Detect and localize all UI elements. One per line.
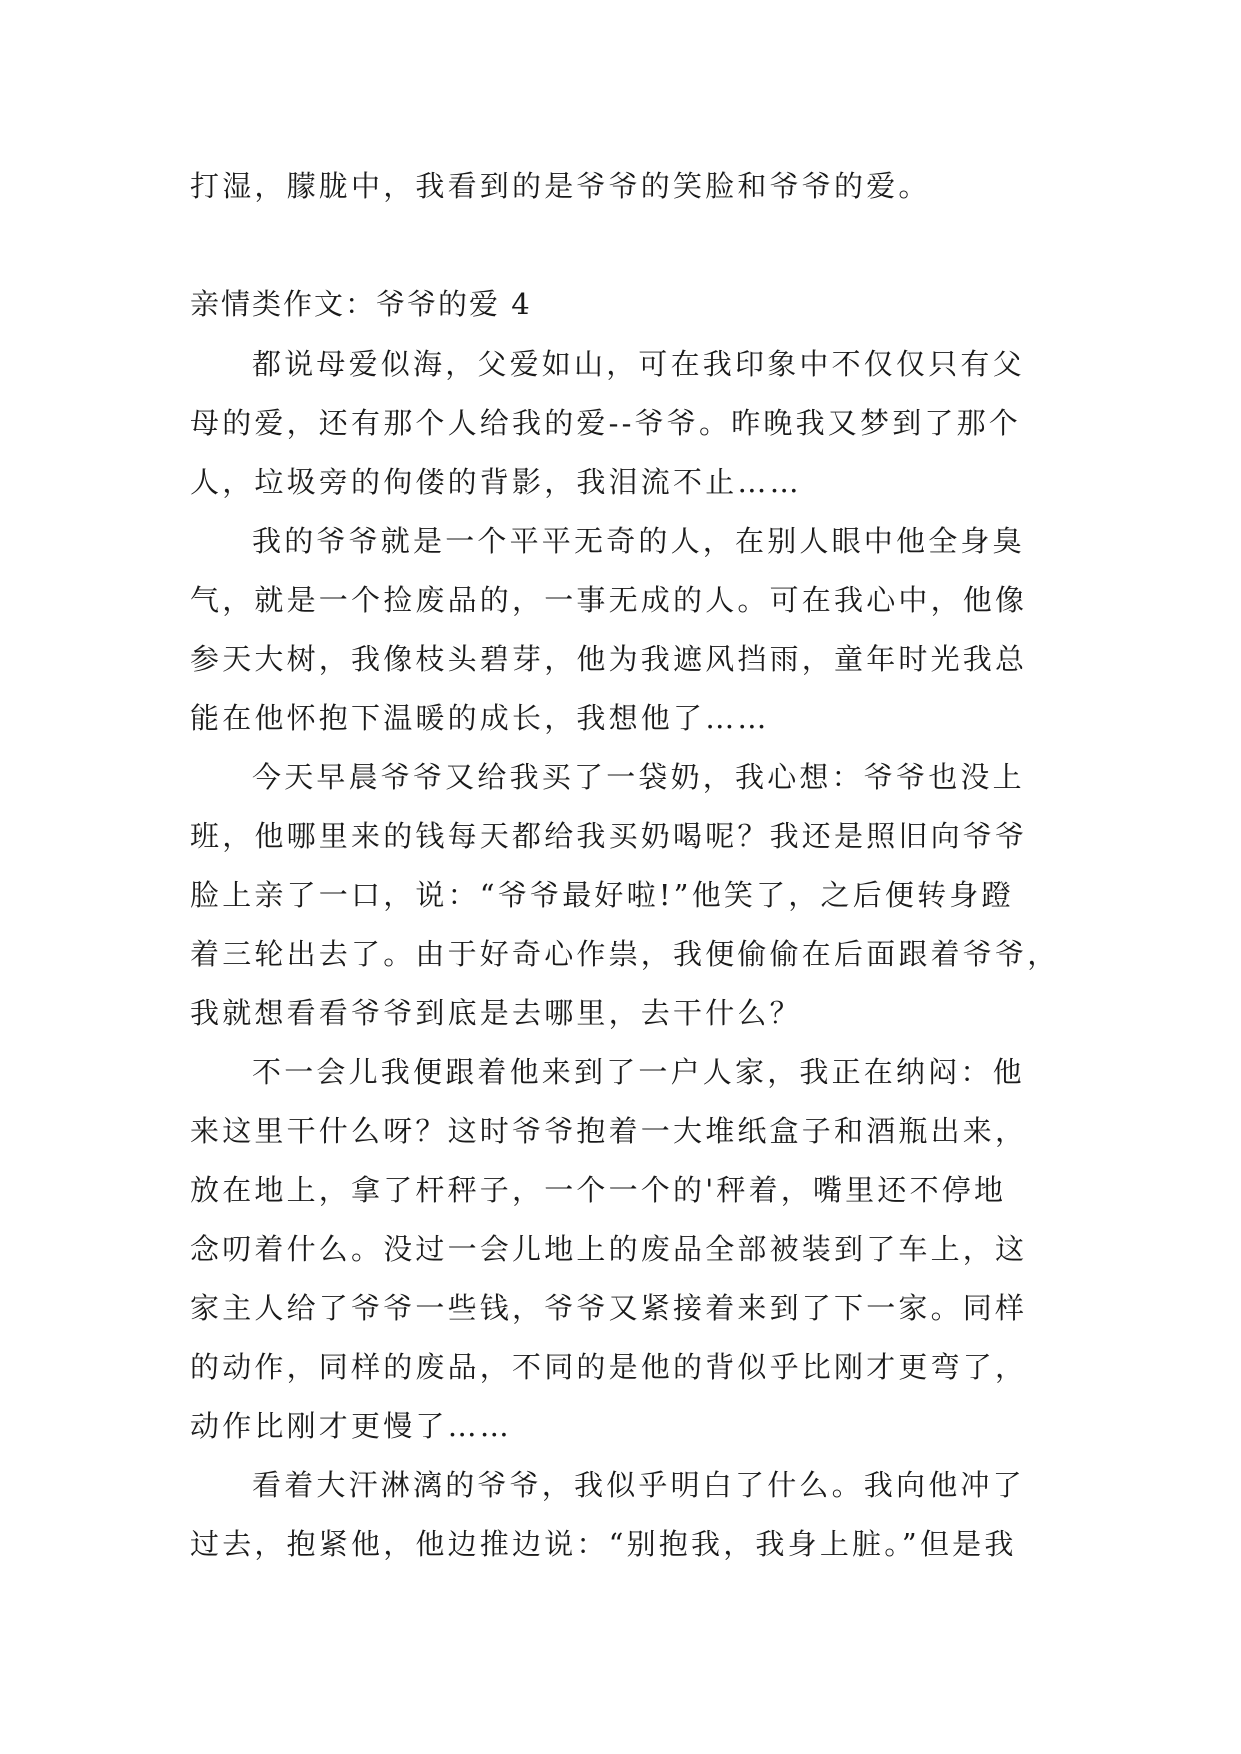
paragraph-line: 母的爱，还有那个人给我的爱--爷爷。昨晚我又梦到了那个 — [190, 406, 1021, 440]
paragraph-line: 人，垃圾旁的佝偻的背影，我泪流不止…… — [190, 465, 802, 499]
paragraph-line: 能在他怀抱下温暖的成长，我想他了…… — [190, 701, 770, 735]
section-title: 亲情类作文：爷爷的爱 4 — [190, 287, 532, 321]
paragraph-line: 看着大汗淋漓的爷爷，我似乎明白了什么。我向他冲了 — [252, 1468, 1025, 1502]
paragraph-line: 参天大树，我像枝头碧芽，他为我遮风挡雨，童年时光我总 — [190, 642, 1028, 676]
text-line: 打湿，朦胧中，我看到的是爷爷的笑脸和爷爷的爱。 — [190, 169, 931, 203]
paragraph-line: 今天早晨爷爷又给我买了一袋奶，我心想：爷爷也没上 — [252, 760, 1025, 794]
paragraph-line: 班，他哪里来的钱每天都给我买奶喝呢？我还是照旧向爷爷 — [190, 819, 1028, 853]
paragraph-line: 家主人给了爷爷一些钱，爷爷又紧接着来到了下一家。同样 — [190, 1291, 1028, 1325]
paragraph-line: 放在地上，拿了杆秤子，一个一个的'秤着，嘴里还不停地 — [190, 1173, 1007, 1207]
paragraph-line: 都说母爱似海，父爱如山，可在我印象中不仅仅只有父 — [252, 347, 1025, 381]
paragraph-line: 过去，抱紧他，他边推边说：“别抱我，我身上脏。”但是我 — [190, 1527, 1017, 1561]
paragraph-line: 的动作，同样的废品，不同的是他的背似乎比刚才更弯了， — [190, 1350, 1028, 1384]
paragraph-line: 脸上亲了一口，说：“爷爷最好啦!”他笑了，之后便转身蹬 — [190, 878, 1014, 912]
paragraph-line: 念叨着什么。没过一会儿地上的废品全部被装到了车上，这 — [190, 1232, 1028, 1266]
paragraph-line: 不一会儿我便跟着他来到了一户人家，我正在纳闷：他 — [252, 1055, 1025, 1089]
paragraph-line: 气，就是一个捡废品的，一事无成的人。可在我心中，他像 — [190, 583, 1028, 617]
paragraph-line: 着三轮出去了。由于好奇心作祟，我便偷偷在后面跟着爷爷， — [190, 937, 1060, 971]
paragraph-line: 动作比刚才更慢了…… — [190, 1409, 513, 1443]
paragraph-line: 我的爷爷就是一个平平无奇的人，在别人眼中他全身臭 — [252, 524, 1025, 558]
paragraph-line: 来这里干什么呀？这时爷爷抱着一大堆纸盒子和酒瓶出来， — [190, 1114, 1028, 1148]
paragraph-line: 我就想看看爷爷到底是去哪里，去干什么？ — [190, 996, 802, 1030]
